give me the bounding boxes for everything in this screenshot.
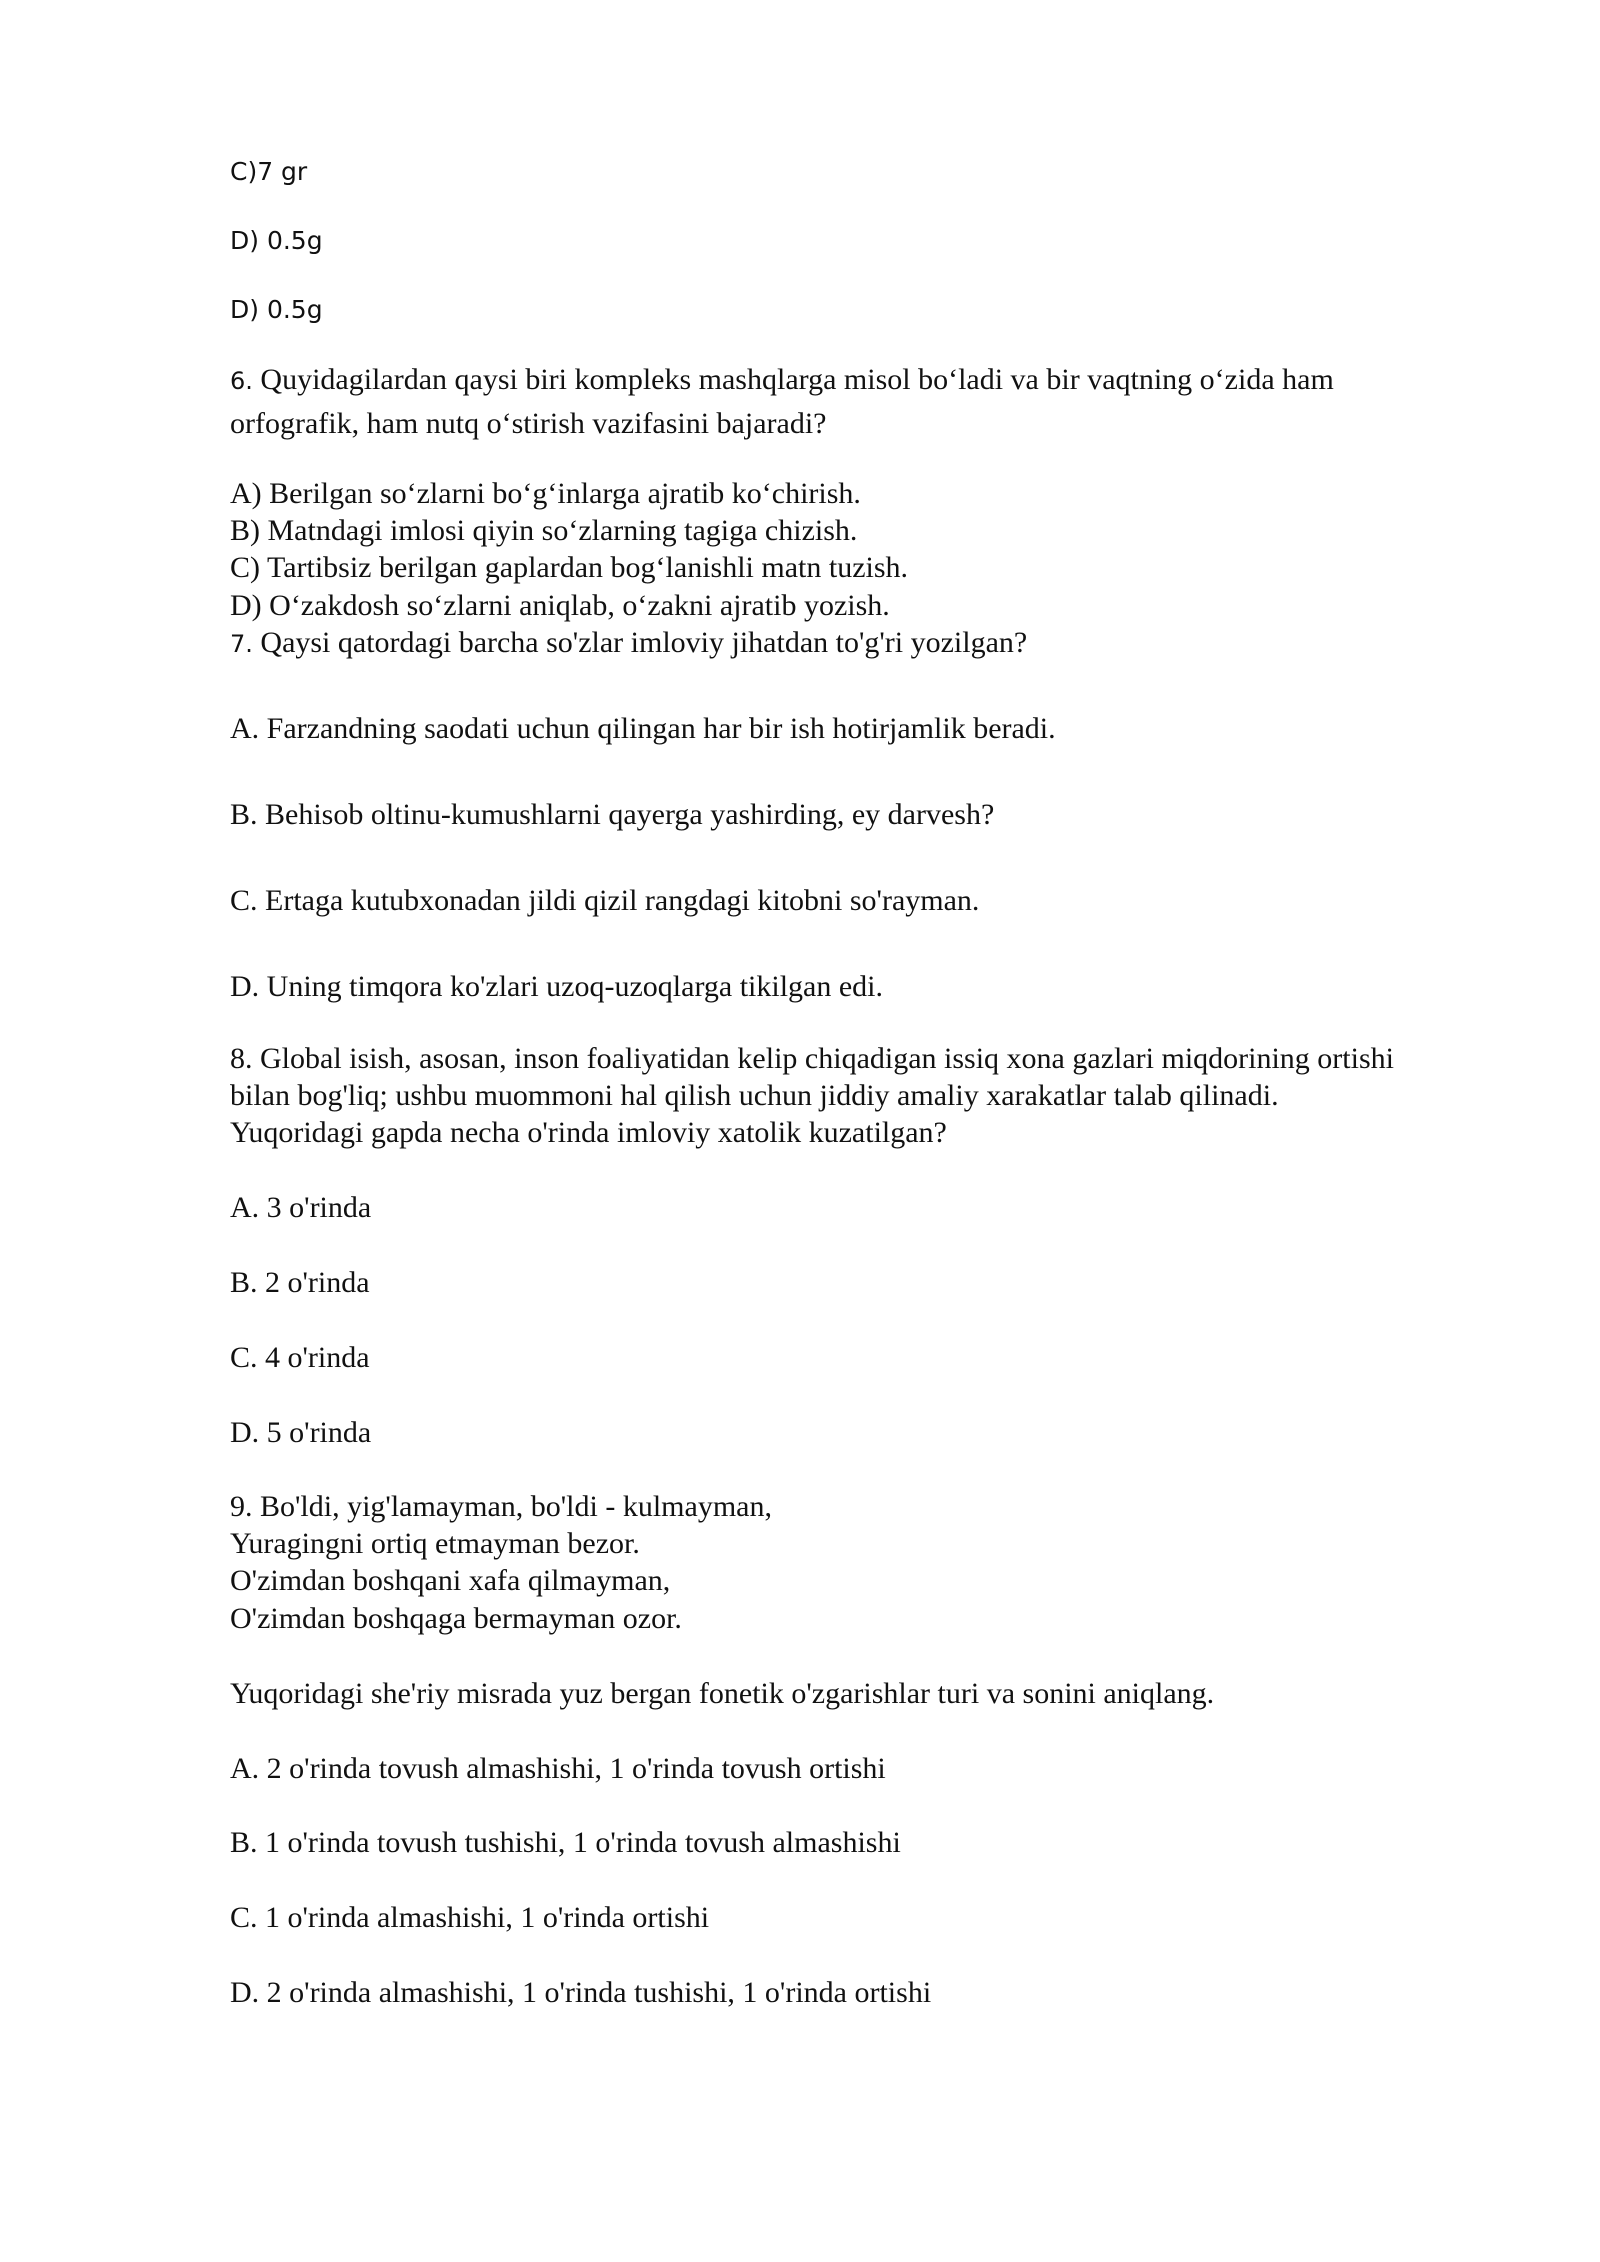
q8-option-d: D. 5 o'rinda (230, 1416, 372, 1449)
q8-option-b: B. 2 o'rinda (230, 1266, 370, 1299)
q9-poem-line-1: 9. Bo'ldi, yig'lamayman, bo'ldi - kulmayman, (230, 1490, 772, 1523)
q7-option-d: D. Uning timqora ko'zlari uzoq-uzoqlarga tikilgan edi. (230, 970, 884, 1003)
q5-option-d-text: D) 0.5g (230, 295, 323, 324)
q7-option-b: B. Behisob oltinu-kumushlarni qayerga yashirding, ey darvesh? (230, 798, 995, 831)
q9-option-d: D. 2 o'rinda almashishi, 1 o'rinda tushishi, 1 o'rinda ortishi (230, 1976, 932, 2009)
q9-option-c: C. 1 o'rinda almashishi, 1 o'rinda ortishi (230, 1901, 710, 1934)
q8-option-c: C. 4 o'rinda (230, 1341, 370, 1374)
q6-option-c: C) Tartibsiz berilgan gaplardan bog‘lanishli matn tuzish. (230, 551, 909, 584)
q9-poem-line-2: Yuragingni ortiq etmayman bezor. (230, 1527, 640, 1560)
q9-option-b: B. 1 o'rinda tovush tushishi, 1 o'rinda tovush almashishi (230, 1826, 901, 1859)
q6-number: 6. (230, 367, 253, 395)
q6-question-line-1 (230, 361, 1334, 400)
q6-text-line-1: Quyidagilardan qaysi biri kompleks mashqlarga misol bo‘ladi va bir vaqtning o‘zida ham (260, 363, 1334, 396)
q7-number: 7. (230, 630, 253, 658)
q5-option-b: C)7 gr (230, 157, 308, 186)
q5-option-d (230, 291, 323, 328)
q8-question-line-1: 8. Global isish, asosan, inson foaliyatidan kelip chiqadigan issiq xona gazlari miqdorining ortishi (230, 1042, 1394, 1075)
q9-question: Yuqoridagi she'riy misrada yuz bergan fonetik o'zgarishlar turi va sonini aniqlang. (230, 1677, 1215, 1710)
q9-option-a: A. 2 o'rinda tovush almashishi, 1 o'rinda tovush ortishi (230, 1752, 886, 1785)
q8-question-line-2: bilan bog'liq; ushbu muommoni hal qilish uchun jiddiy amaliy xarakatlar talab qilinadi. (230, 1079, 1279, 1112)
q6-option-a: A) Berilgan so‘zlarni bo‘g‘inlarga ajratib ko‘chirish. (230, 477, 861, 510)
q7-question (230, 624, 1027, 663)
q6-question-line-2: orfografik, ham nutq o‘stirish vazifasini bajaradi? (230, 407, 827, 440)
q6-option-b: B) Matndagi imlosi qiyin so‘zlarning tagiga chizish. (230, 514, 858, 547)
q8-option-a: A. 3 o'rinda (230, 1191, 372, 1224)
q5-option-c: D) 0.5g (230, 226, 323, 255)
q6-option-d: D) O‘zakdosh so‘zlarni aniqlab, o‘zakni ajratib yozish. (230, 589, 890, 622)
q9-poem-line-4: O'zimdan boshqaga bermayman ozor. (230, 1602, 682, 1635)
q7-option-a: A. Farzandning saodati uchun qilingan har bir ish hotirjamlik beradi. (230, 712, 1056, 745)
q9-poem-line-3: O'zimdan boshqani xafa qilmayman, (230, 1564, 671, 1597)
q7-text: Qaysi qatordagi barcha so'zlar imloviy jihatdan to'g'ri yozilgan? (260, 626, 1028, 659)
q7-option-c: C. Ertaga kutubxonadan jildi qizil rangdagi kitobni so'rayman. (230, 884, 980, 917)
q8-question-line-3: Yuqoridagi gapda necha o'rinda imloviy xatolik kuzatilgan? (230, 1116, 947, 1149)
